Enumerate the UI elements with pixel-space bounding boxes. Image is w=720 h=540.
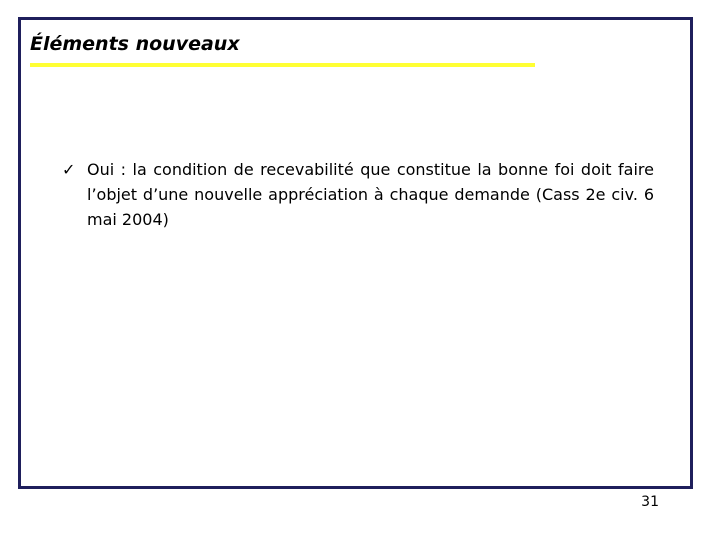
title-underline xyxy=(30,63,535,67)
slide-title: Éléments nouveaux xyxy=(30,33,240,55)
bullet-item xyxy=(62,157,654,232)
bullet-text: Oui : la condition de recevabilité que constitue la bonne foi doit faire l’objet d’une nouvelle appréciation à chaque demande (Cass 2e civ. 6 mai 2004) xyxy=(87,160,654,229)
page-number: 31 xyxy=(641,494,659,510)
slide-frame xyxy=(18,17,693,489)
checkmark-icon: ✓ xyxy=(62,160,76,179)
